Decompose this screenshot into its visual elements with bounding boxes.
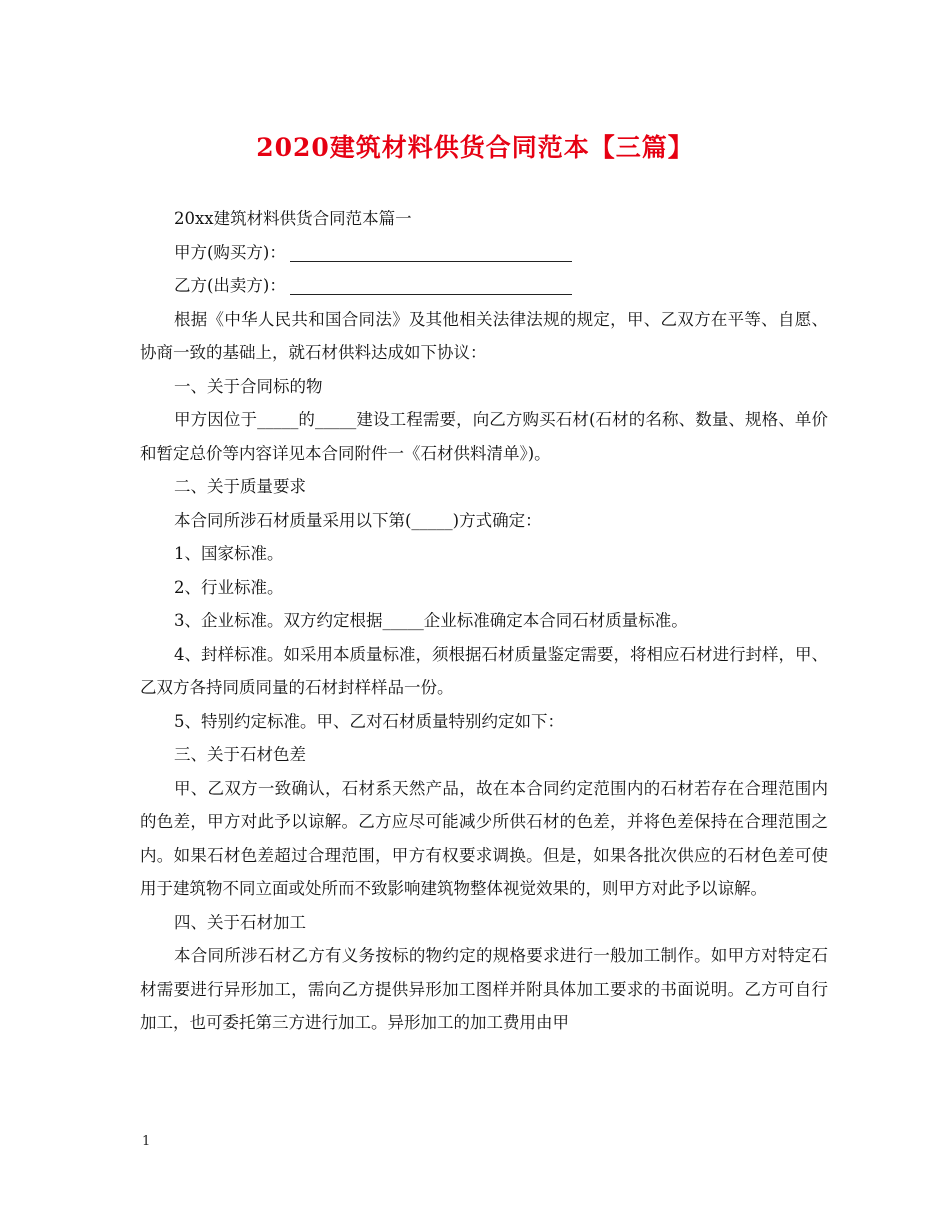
- heading-quality: 二、关于质量要求: [174, 477, 306, 496]
- party-a-blank: [290, 241, 572, 262]
- list-item-enterprise-standard: 3、企业标准。双方约定根据_____企业标准确定本合同石材质量标准。: [174, 611, 688, 630]
- list-item-sealed-sample-standard: 4、封样标准。如采用本质量标准，须根据石材质量鉴定需要，将相应石材进行封样，甲、乙双方各持同质同量的石材封样样品一份。: [140, 644, 828, 697]
- document-body: [140, 202, 828, 1040]
- list-item-national-standard: 1、国家标准。: [174, 544, 284, 563]
- page-number: 1: [142, 1134, 151, 1149]
- heading-subject-matter: 一、关于合同标的物: [174, 376, 323, 396]
- party-b-blank: [290, 274, 572, 295]
- heading-processing: 四、关于石材加工: [174, 912, 306, 932]
- party-b-line: [140, 269, 828, 303]
- paragraph-color-difference: 甲、乙双方一致确认，石材系天然产品，故在本合同约定范围内的石材若存在合理范围内的色差，甲方对此予以谅解。乙方应尽可能减少所供石材的色差，并将色差保持在合理范围之内。如果石材色差超过合理范围，甲方有权要求调换。但是，如果各批次供应的石材色差可使用于建筑物不同立面或处所而不致影响建筑物整体视觉效果的，则甲方对此予以谅解。: [140, 778, 828, 898]
- list-item-industry-standard: 2、行业标准。: [174, 577, 284, 597]
- paragraph-processing: 本合同所涉石材乙方有义务按标的物约定的规格要求进行一般加工制作。如甲方对特定石材需要进行异形加工，需向乙方提供异形加工图样并附具体加工要求的书面说明。乙方可自行加工，也可委托第三方进行加工。异形加工的加工费用由甲: [140, 946, 828, 1032]
- section-subtitle: 20xx建筑材料供货合同范本篇一: [174, 209, 412, 228]
- document-title: 2020建筑材料供货合同范本【三篇】: [256, 133, 694, 162]
- paragraph-preamble: 根据《中华人民共和国合同法》及其他相关法律法规的规定，甲、乙双方在平等、自愿、协商一致的基础上，就石材供料达成如下协议：: [140, 309, 828, 362]
- paragraph-subject-matter: 甲方因位于_____的_____建设工程需要，向乙方购买石材(石材的名称、数量、规格、单价和暂定总价等内容详见本合同附件一《石材供料清单》)。: [140, 410, 828, 463]
- heading-color-difference: 三、关于石材色差: [174, 745, 306, 764]
- list-item-special-standard: 5、特别约定标准。甲、乙对石材质量特别约定如下：: [174, 711, 564, 731]
- party-a-label: 甲方(购买方)：: [174, 242, 286, 262]
- paragraph-quality-method: 本合同所涉石材质量采用以下第(_____)方式确定：: [174, 510, 542, 530]
- party-a-line: [140, 236, 828, 270]
- party-b-label: 乙方(出卖方)：: [174, 276, 286, 295]
